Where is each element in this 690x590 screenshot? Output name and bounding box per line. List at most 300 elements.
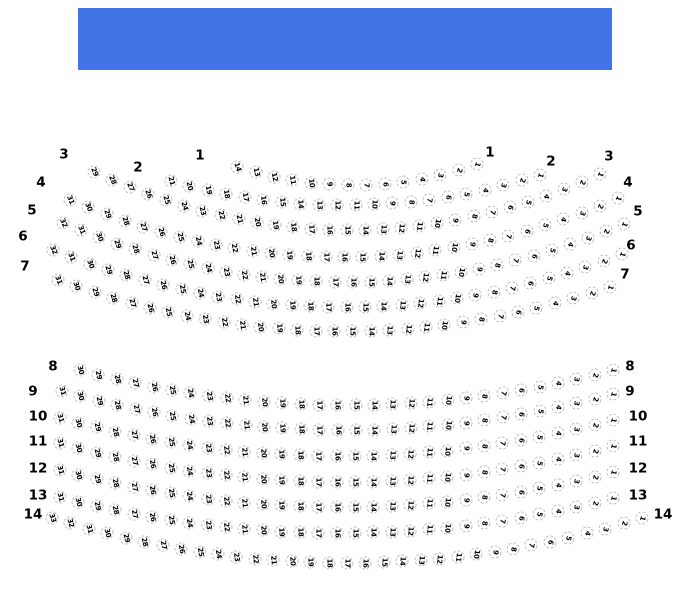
seat-11-25[interactable]: 25 — [163, 460, 178, 475]
seat-11-6[interactable]: 6 — [513, 459, 528, 474]
seat-1-10[interactable]: 10 — [304, 176, 318, 190]
seat-8-14[interactable]: 14 — [367, 398, 380, 411]
seat-2-7[interactable]: 7 — [422, 192, 437, 207]
seat-6-27[interactable]: 27 — [137, 272, 153, 288]
seat-14-15[interactable]: 15 — [377, 556, 390, 569]
seat-9-20[interactable]: 20 — [257, 420, 271, 434]
seat-13-28[interactable]: 28 — [108, 502, 123, 517]
seat-6-10[interactable]: 10 — [449, 291, 464, 306]
seat-5-23[interactable]: 23 — [218, 264, 233, 279]
seat-12-18[interactable]: 18 — [293, 499, 306, 512]
seat-1-13[interactable]: 13 — [248, 164, 264, 180]
seat-11-15[interactable]: 15 — [348, 475, 361, 488]
seat-3-20[interactable]: 20 — [249, 215, 264, 230]
seat-12-1[interactable]: 1 — [605, 464, 621, 480]
seat-10-4[interactable]: 4 — [550, 425, 565, 440]
seat-7-28[interactable]: 28 — [105, 290, 121, 306]
seat-6-5[interactable]: 5 — [541, 270, 557, 286]
seat-7-29[interactable]: 29 — [87, 284, 103, 300]
seat-4-5[interactable]: 5 — [537, 217, 553, 233]
seat-8-15[interactable]: 15 — [349, 398, 362, 411]
seat-5-6[interactable]: 6 — [525, 247, 541, 263]
seat-8-5[interactable]: 5 — [532, 379, 547, 394]
seat-4-14[interactable]: 14 — [374, 249, 388, 263]
seat-11-4[interactable]: 4 — [550, 451, 565, 466]
seat-10-24[interactable]: 24 — [182, 438, 197, 453]
seat-5-10[interactable]: 10 — [454, 264, 469, 279]
seat-14-9[interactable]: 9 — [487, 544, 502, 559]
seat-5-29[interactable]: 29 — [109, 235, 125, 251]
seat-3-11[interactable]: 11 — [412, 218, 427, 233]
seat-13-20[interactable]: 20 — [256, 523, 270, 537]
seat-11-5[interactable]: 5 — [532, 455, 547, 470]
seat-4-26[interactable]: 26 — [153, 224, 169, 240]
seat-2-19[interactable]: 19 — [200, 182, 215, 197]
seat-5-30[interactable]: 30 — [91, 229, 108, 246]
seat-12-9[interactable]: 9 — [458, 492, 472, 506]
seat-9-1[interactable]: 1 — [605, 386, 621, 402]
seat-7-21[interactable]: 21 — [235, 317, 250, 332]
seat-14-11[interactable]: 11 — [450, 549, 464, 563]
seat-6-21[interactable]: 21 — [248, 295, 262, 309]
seat-2-18[interactable]: 18 — [219, 186, 234, 201]
seat-11-14[interactable]: 14 — [367, 475, 380, 488]
seat-10-27[interactable]: 27 — [126, 428, 141, 443]
seat-9-10[interactable]: 10 — [441, 417, 455, 431]
seat-13-8[interactable]: 8 — [477, 516, 492, 531]
seat-6-3[interactable]: 3 — [577, 259, 593, 275]
seat-14-8[interactable]: 8 — [505, 541, 520, 556]
seat-7-2[interactable]: 2 — [583, 285, 599, 301]
seat-6-15[interactable]: 15 — [358, 300, 371, 313]
seat-6-1[interactable]: 1 — [614, 246, 631, 263]
seat-10-26[interactable]: 26 — [145, 431, 160, 446]
seat-12-23[interactable]: 23 — [200, 491, 215, 506]
seat-11-12[interactable]: 12 — [403, 473, 417, 487]
seat-3-18[interactable]: 18 — [286, 220, 300, 234]
seat-9-26[interactable]: 26 — [146, 405, 161, 420]
seat-11-10[interactable]: 10 — [440, 469, 454, 483]
seat-4-6[interactable]: 6 — [519, 223, 535, 239]
seat-3-25[interactable]: 25 — [158, 192, 174, 208]
seat-9-5[interactable]: 5 — [532, 403, 547, 418]
seat-9-7[interactable]: 7 — [495, 410, 510, 425]
seat-4-2[interactable]: 2 — [591, 197, 608, 214]
seat-11-20[interactable]: 20 — [256, 472, 270, 486]
seat-5-5[interactable]: 5 — [543, 242, 559, 258]
seat-12-30[interactable]: 30 — [71, 467, 87, 483]
seat-13-14[interactable]: 14 — [367, 526, 380, 539]
seat-13-16[interactable]: 16 — [330, 526, 343, 539]
seat-14-10[interactable]: 10 — [469, 547, 484, 562]
seat-8-9[interactable]: 9 — [459, 391, 473, 405]
seat-8-8[interactable]: 8 — [477, 388, 492, 403]
seat-5-28[interactable]: 28 — [127, 241, 143, 257]
seat-14-20[interactable]: 20 — [285, 555, 299, 569]
seat-14-12[interactable]: 12 — [432, 552, 446, 566]
seat-4-15[interactable]: 15 — [356, 250, 369, 263]
seat-6-29[interactable]: 29 — [100, 261, 116, 277]
seat-5-4[interactable]: 4 — [561, 236, 577, 252]
seat-11-19[interactable]: 19 — [274, 473, 288, 487]
seat-7-9[interactable]: 9 — [455, 315, 470, 330]
seat-8-18[interactable]: 18 — [294, 397, 308, 411]
seat-12-8[interactable]: 8 — [477, 490, 492, 505]
seat-8-16[interactable]: 16 — [331, 398, 344, 411]
seat-7-18[interactable]: 18 — [290, 323, 304, 337]
seat-9-31[interactable]: 31 — [54, 383, 70, 399]
seat-6-7[interactable]: 7 — [504, 280, 520, 296]
seat-6-11[interactable]: 11 — [431, 294, 446, 309]
seat-11-13[interactable]: 13 — [385, 474, 399, 488]
seat-5-2[interactable]: 2 — [597, 223, 614, 240]
seat-3-13[interactable]: 13 — [376, 222, 390, 236]
seat-12-3[interactable]: 3 — [568, 473, 584, 489]
seat-14-19[interactable]: 19 — [303, 556, 316, 569]
seat-10-11[interactable]: 11 — [422, 445, 436, 459]
seat-5-22[interactable]: 22 — [237, 267, 252, 282]
seat-11-28[interactable]: 28 — [108, 449, 124, 465]
seat-6-25[interactable]: 25 — [174, 282, 189, 297]
seat-14-6[interactable]: 6 — [542, 534, 557, 549]
seat-9-25[interactable]: 25 — [165, 408, 180, 423]
seat-4-4[interactable]: 4 — [555, 211, 572, 228]
seat-8-24[interactable]: 24 — [183, 386, 198, 401]
seat-9-28[interactable]: 28 — [109, 397, 125, 413]
seat-5-31[interactable]: 31 — [73, 222, 90, 239]
seat-10-23[interactable]: 23 — [200, 440, 215, 455]
seat-14-26[interactable]: 26 — [174, 541, 189, 556]
seat-11-29[interactable]: 29 — [89, 445, 105, 461]
seat-4-31[interactable]: 31 — [61, 191, 78, 208]
seat-4-7[interactable]: 7 — [500, 228, 516, 244]
seat-7-3[interactable]: 3 — [565, 290, 581, 306]
seat-5-25[interactable]: 25 — [182, 256, 198, 272]
seat-12-2[interactable]: 2 — [587, 469, 603, 485]
seat-7-8[interactable]: 8 — [474, 312, 489, 327]
seat-2-1[interactable]: 1 — [532, 167, 548, 183]
seat-5-1[interactable]: 1 — [616, 216, 633, 233]
seat-7-23[interactable]: 23 — [198, 311, 213, 326]
seat-8-28[interactable]: 28 — [109, 371, 125, 387]
seat-11-30[interactable]: 30 — [70, 440, 86, 456]
seat-13-25[interactable]: 25 — [163, 512, 178, 527]
seat-2-12[interactable]: 12 — [331, 198, 344, 211]
seat-11-23[interactable]: 23 — [200, 466, 215, 481]
seat-3-24[interactable]: 24 — [176, 198, 192, 214]
seat-10-14[interactable]: 14 — [367, 449, 380, 462]
seat-4-10[interactable]: 10 — [446, 240, 461, 255]
seat-12-4[interactable]: 4 — [550, 477, 565, 492]
seat-7-25[interactable]: 25 — [161, 304, 176, 319]
seat-7-14[interactable]: 14 — [364, 324, 377, 337]
seat-14-29[interactable]: 29 — [118, 530, 134, 546]
seat-7-6[interactable]: 6 — [510, 304, 525, 319]
seat-5-20[interactable]: 20 — [273, 272, 287, 286]
seat-7-16[interactable]: 16 — [327, 324, 340, 337]
seat-7-4[interactable]: 4 — [547, 295, 563, 311]
seat-1-1[interactable]: 1 — [469, 156, 485, 172]
seat-2-20[interactable]: 20 — [182, 178, 198, 194]
seat-7-11[interactable]: 11 — [419, 320, 433, 334]
seat-9-22[interactable]: 22 — [220, 416, 234, 430]
seat-10-28[interactable]: 28 — [108, 424, 123, 439]
seat-5-3[interactable]: 3 — [579, 230, 596, 247]
seat-3-10[interactable]: 10 — [430, 216, 445, 231]
seat-3-2[interactable]: 2 — [573, 173, 590, 190]
seat-9-15[interactable]: 15 — [349, 423, 362, 436]
seat-2-5[interactable]: 5 — [459, 186, 474, 201]
seat-13-27[interactable]: 27 — [126, 506, 141, 521]
seat-1-7[interactable]: 7 — [359, 178, 372, 191]
seat-14-24[interactable]: 24 — [211, 547, 226, 562]
seat-5-17[interactable]: 17 — [328, 275, 341, 288]
seat-10-18[interactable]: 18 — [293, 448, 307, 462]
seat-13-9[interactable]: 9 — [458, 518, 472, 532]
seat-6-20[interactable]: 20 — [266, 297, 280, 311]
seat-4-28[interactable]: 28 — [117, 212, 133, 228]
seat-13-1[interactable]: 1 — [605, 490, 621, 506]
seat-7-1[interactable]: 1 — [602, 279, 618, 295]
seat-14-30[interactable]: 30 — [99, 525, 115, 541]
seat-13-6[interactable]: 6 — [513, 510, 528, 525]
seat-8-17[interactable]: 17 — [312, 398, 325, 411]
seat-8-20[interactable]: 20 — [257, 395, 271, 409]
seat-6-22[interactable]: 22 — [229, 292, 244, 307]
seat-3-23[interactable]: 23 — [194, 203, 210, 219]
seat-11-9[interactable]: 9 — [458, 467, 472, 481]
seat-4-25[interactable]: 25 — [172, 229, 188, 245]
seat-2-21[interactable]: 21 — [163, 173, 179, 189]
seat-10-20[interactable]: 20 — [256, 446, 270, 460]
seat-10-8[interactable]: 8 — [477, 439, 492, 454]
seat-2-11[interactable]: 11 — [349, 198, 362, 211]
seat-8-29[interactable]: 29 — [91, 367, 107, 383]
seat-9-9[interactable]: 9 — [459, 415, 473, 429]
seat-6-24[interactable]: 24 — [192, 286, 207, 301]
seat-3-28[interactable]: 28 — [104, 171, 121, 188]
seat-2-10[interactable]: 10 — [367, 198, 381, 212]
seat-13-30[interactable]: 30 — [71, 494, 87, 510]
seat-4-9[interactable]: 9 — [464, 236, 479, 251]
seat-3-22[interactable]: 22 — [213, 208, 229, 224]
seat-14-23[interactable]: 23 — [229, 549, 243, 563]
seat-6-28[interactable]: 28 — [118, 267, 134, 283]
seat-6-23[interactable]: 23 — [211, 289, 226, 304]
seat-14-32[interactable]: 32 — [62, 515, 78, 531]
seat-2-2[interactable]: 2 — [513, 172, 529, 188]
seat-8-25[interactable]: 25 — [164, 382, 179, 397]
seat-12-5[interactable]: 5 — [532, 481, 547, 496]
seat-11-18[interactable]: 18 — [293, 474, 307, 488]
seat-2-4[interactable]: 4 — [477, 182, 493, 198]
seat-4-24[interactable]: 24 — [190, 233, 206, 249]
seat-14-4[interactable]: 4 — [579, 525, 595, 541]
seat-11-3[interactable]: 3 — [568, 447, 584, 463]
seat-6-17[interactable]: 17 — [322, 300, 335, 313]
seat-14-25[interactable]: 25 — [192, 544, 207, 559]
seat-4-27[interactable]: 27 — [135, 218, 151, 234]
seat-9-3[interactable]: 3 — [569, 395, 585, 411]
seat-14-21[interactable]: 21 — [266, 553, 280, 567]
seat-8-30[interactable]: 30 — [72, 362, 88, 378]
seat-4-19[interactable]: 19 — [282, 248, 296, 262]
seat-3-29[interactable]: 29 — [85, 163, 102, 180]
seat-12-13[interactable]: 13 — [385, 499, 399, 513]
seat-3-15[interactable]: 15 — [340, 223, 353, 236]
seat-10-17[interactable]: 17 — [311, 449, 324, 462]
seat-13-15[interactable]: 15 — [348, 526, 361, 539]
seat-13-31[interactable]: 31 — [52, 489, 68, 505]
seat-13-23[interactable]: 23 — [200, 518, 214, 532]
seat-6-14[interactable]: 14 — [377, 299, 391, 313]
seat-12-12[interactable]: 12 — [403, 498, 417, 512]
seat-10-21[interactable]: 21 — [237, 445, 251, 459]
seat-12-20[interactable]: 20 — [256, 497, 270, 511]
seat-1-8[interactable]: 8 — [341, 178, 354, 191]
seat-7-19[interactable]: 19 — [272, 321, 286, 335]
seat-3-5[interactable]: 5 — [520, 193, 536, 209]
seat-6-8[interactable]: 8 — [486, 284, 501, 299]
seat-4-8[interactable]: 8 — [482, 232, 498, 248]
seat-8-6[interactable]: 6 — [514, 382, 529, 397]
seat-5-19[interactable]: 19 — [291, 273, 305, 287]
seat-11-21[interactable]: 21 — [237, 470, 251, 484]
seat-2-9[interactable]: 9 — [385, 196, 399, 210]
seat-3-27[interactable]: 27 — [122, 179, 139, 196]
seat-3-17[interactable]: 17 — [304, 222, 318, 236]
seat-4-16[interactable]: 16 — [337, 250, 350, 263]
seat-7-22[interactable]: 22 — [216, 315, 231, 330]
seat-8-3[interactable]: 3 — [568, 371, 584, 387]
seat-3-6[interactable]: 6 — [502, 199, 518, 215]
seat-13-13[interactable]: 13 — [385, 525, 399, 539]
seat-12-28[interactable]: 28 — [108, 475, 123, 490]
seat-12-15[interactable]: 15 — [348, 500, 361, 513]
seat-5-32[interactable]: 32 — [54, 214, 71, 231]
seat-9-29[interactable]: 29 — [91, 393, 107, 409]
seat-8-12[interactable]: 12 — [404, 396, 418, 410]
seat-2-15[interactable]: 15 — [275, 195, 289, 209]
seat-13-2[interactable]: 2 — [587, 495, 603, 511]
seat-10-9[interactable]: 9 — [458, 441, 472, 455]
seat-9-16[interactable]: 16 — [331, 423, 344, 436]
seat-1-12[interactable]: 12 — [266, 169, 281, 184]
seat-9-11[interactable]: 11 — [422, 419, 436, 433]
seat-14-1[interactable]: 1 — [634, 510, 650, 526]
seat-2-6[interactable]: 6 — [440, 189, 455, 204]
seat-12-11[interactable]: 11 — [422, 496, 436, 510]
seat-10-1[interactable]: 1 — [605, 412, 621, 428]
seat-13-4[interactable]: 4 — [550, 503, 565, 518]
seat-3-4[interactable]: 4 — [538, 187, 555, 204]
seat-5-15[interactable]: 15 — [364, 275, 377, 288]
seat-13-10[interactable]: 10 — [440, 520, 454, 534]
seat-5-16[interactable]: 16 — [346, 275, 359, 288]
seat-11-31[interactable]: 31 — [52, 435, 68, 451]
seat-4-20[interactable]: 20 — [264, 246, 278, 260]
seat-4-3[interactable]: 3 — [573, 204, 590, 221]
seat-10-2[interactable]: 2 — [587, 417, 603, 433]
seat-4-13[interactable]: 13 — [392, 247, 406, 261]
seat-6-6[interactable]: 6 — [522, 275, 538, 291]
seat-10-31[interactable]: 31 — [52, 410, 68, 426]
seat-10-22[interactable]: 22 — [219, 443, 233, 457]
seat-7-7[interactable]: 7 — [492, 308, 507, 323]
seat-5-13[interactable]: 13 — [400, 272, 414, 286]
seat-3-1[interactable]: 1 — [591, 165, 608, 182]
seat-6-2[interactable]: 2 — [595, 252, 612, 269]
seat-12-19[interactable]: 19 — [274, 499, 288, 513]
seat-10-10[interactable]: 10 — [440, 443, 454, 457]
seat-2-3[interactable]: 3 — [495, 177, 511, 193]
seat-4-30[interactable]: 30 — [80, 199, 97, 216]
seat-11-22[interactable]: 22 — [219, 468, 233, 482]
seat-4-23[interactable]: 23 — [208, 237, 223, 252]
seat-8-11[interactable]: 11 — [422, 395, 436, 409]
seat-11-26[interactable]: 26 — [145, 457, 160, 472]
seat-3-21[interactable]: 21 — [231, 211, 246, 226]
seat-10-16[interactable]: 16 — [330, 449, 343, 462]
seat-1-2[interactable]: 2 — [450, 162, 466, 178]
seat-11-8[interactable]: 8 — [477, 465, 492, 480]
seat-14-31[interactable]: 31 — [81, 521, 97, 537]
seat-9-19[interactable]: 19 — [276, 421, 290, 435]
seat-4-18[interactable]: 18 — [301, 249, 315, 263]
seat-10-19[interactable]: 19 — [274, 447, 288, 461]
seat-5-18[interactable]: 18 — [310, 275, 324, 289]
seat-7-27[interactable]: 27 — [124, 295, 140, 311]
seat-9-4[interactable]: 4 — [550, 399, 565, 414]
seat-9-13[interactable]: 13 — [386, 422, 400, 436]
seat-14-5[interactable]: 5 — [561, 530, 577, 546]
seat-4-1[interactable]: 1 — [609, 189, 626, 206]
seat-5-26[interactable]: 26 — [164, 252, 180, 268]
seat-13-11[interactable]: 11 — [422, 522, 436, 536]
seat-14-18[interactable]: 18 — [322, 556, 335, 569]
seat-8-2[interactable]: 2 — [587, 367, 603, 383]
seat-4-21[interactable]: 21 — [245, 244, 260, 259]
seat-12-14[interactable]: 14 — [367, 500, 380, 513]
seat-8-21[interactable]: 21 — [238, 393, 252, 407]
seat-12-31[interactable]: 31 — [52, 462, 68, 478]
seat-9-21[interactable]: 21 — [239, 418, 253, 432]
seat-7-17[interactable]: 17 — [309, 324, 322, 337]
seat-10-29[interactable]: 29 — [89, 419, 105, 435]
seat-10-15[interactable]: 15 — [348, 449, 361, 462]
seat-14-14[interactable]: 14 — [395, 555, 409, 569]
seat-13-7[interactable]: 7 — [495, 513, 510, 528]
seat-12-27[interactable]: 27 — [126, 479, 141, 494]
seat-13-26[interactable]: 26 — [145, 509, 160, 524]
seat-3-26[interactable]: 26 — [140, 186, 157, 203]
seat-7-15[interactable]: 15 — [346, 324, 359, 337]
seat-1-9[interactable]: 9 — [322, 177, 336, 191]
seat-6-30[interactable]: 30 — [81, 255, 98, 272]
seat-8-1[interactable]: 1 — [605, 362, 621, 378]
seat-5-12[interactable]: 12 — [418, 270, 432, 284]
seat-11-27[interactable]: 27 — [126, 453, 141, 468]
seat-14-7[interactable]: 7 — [524, 538, 539, 553]
seat-12-16[interactable]: 16 — [330, 500, 343, 513]
seat-5-7[interactable]: 7 — [507, 252, 523, 268]
seat-10-7[interactable]: 7 — [495, 436, 510, 451]
seat-10-6[interactable]: 6 — [513, 433, 528, 448]
seat-11-16[interactable]: 16 — [330, 475, 343, 488]
seat-8-7[interactable]: 7 — [495, 386, 510, 401]
seat-5-14[interactable]: 14 — [382, 274, 396, 288]
seat-1-4[interactable]: 4 — [414, 171, 429, 186]
